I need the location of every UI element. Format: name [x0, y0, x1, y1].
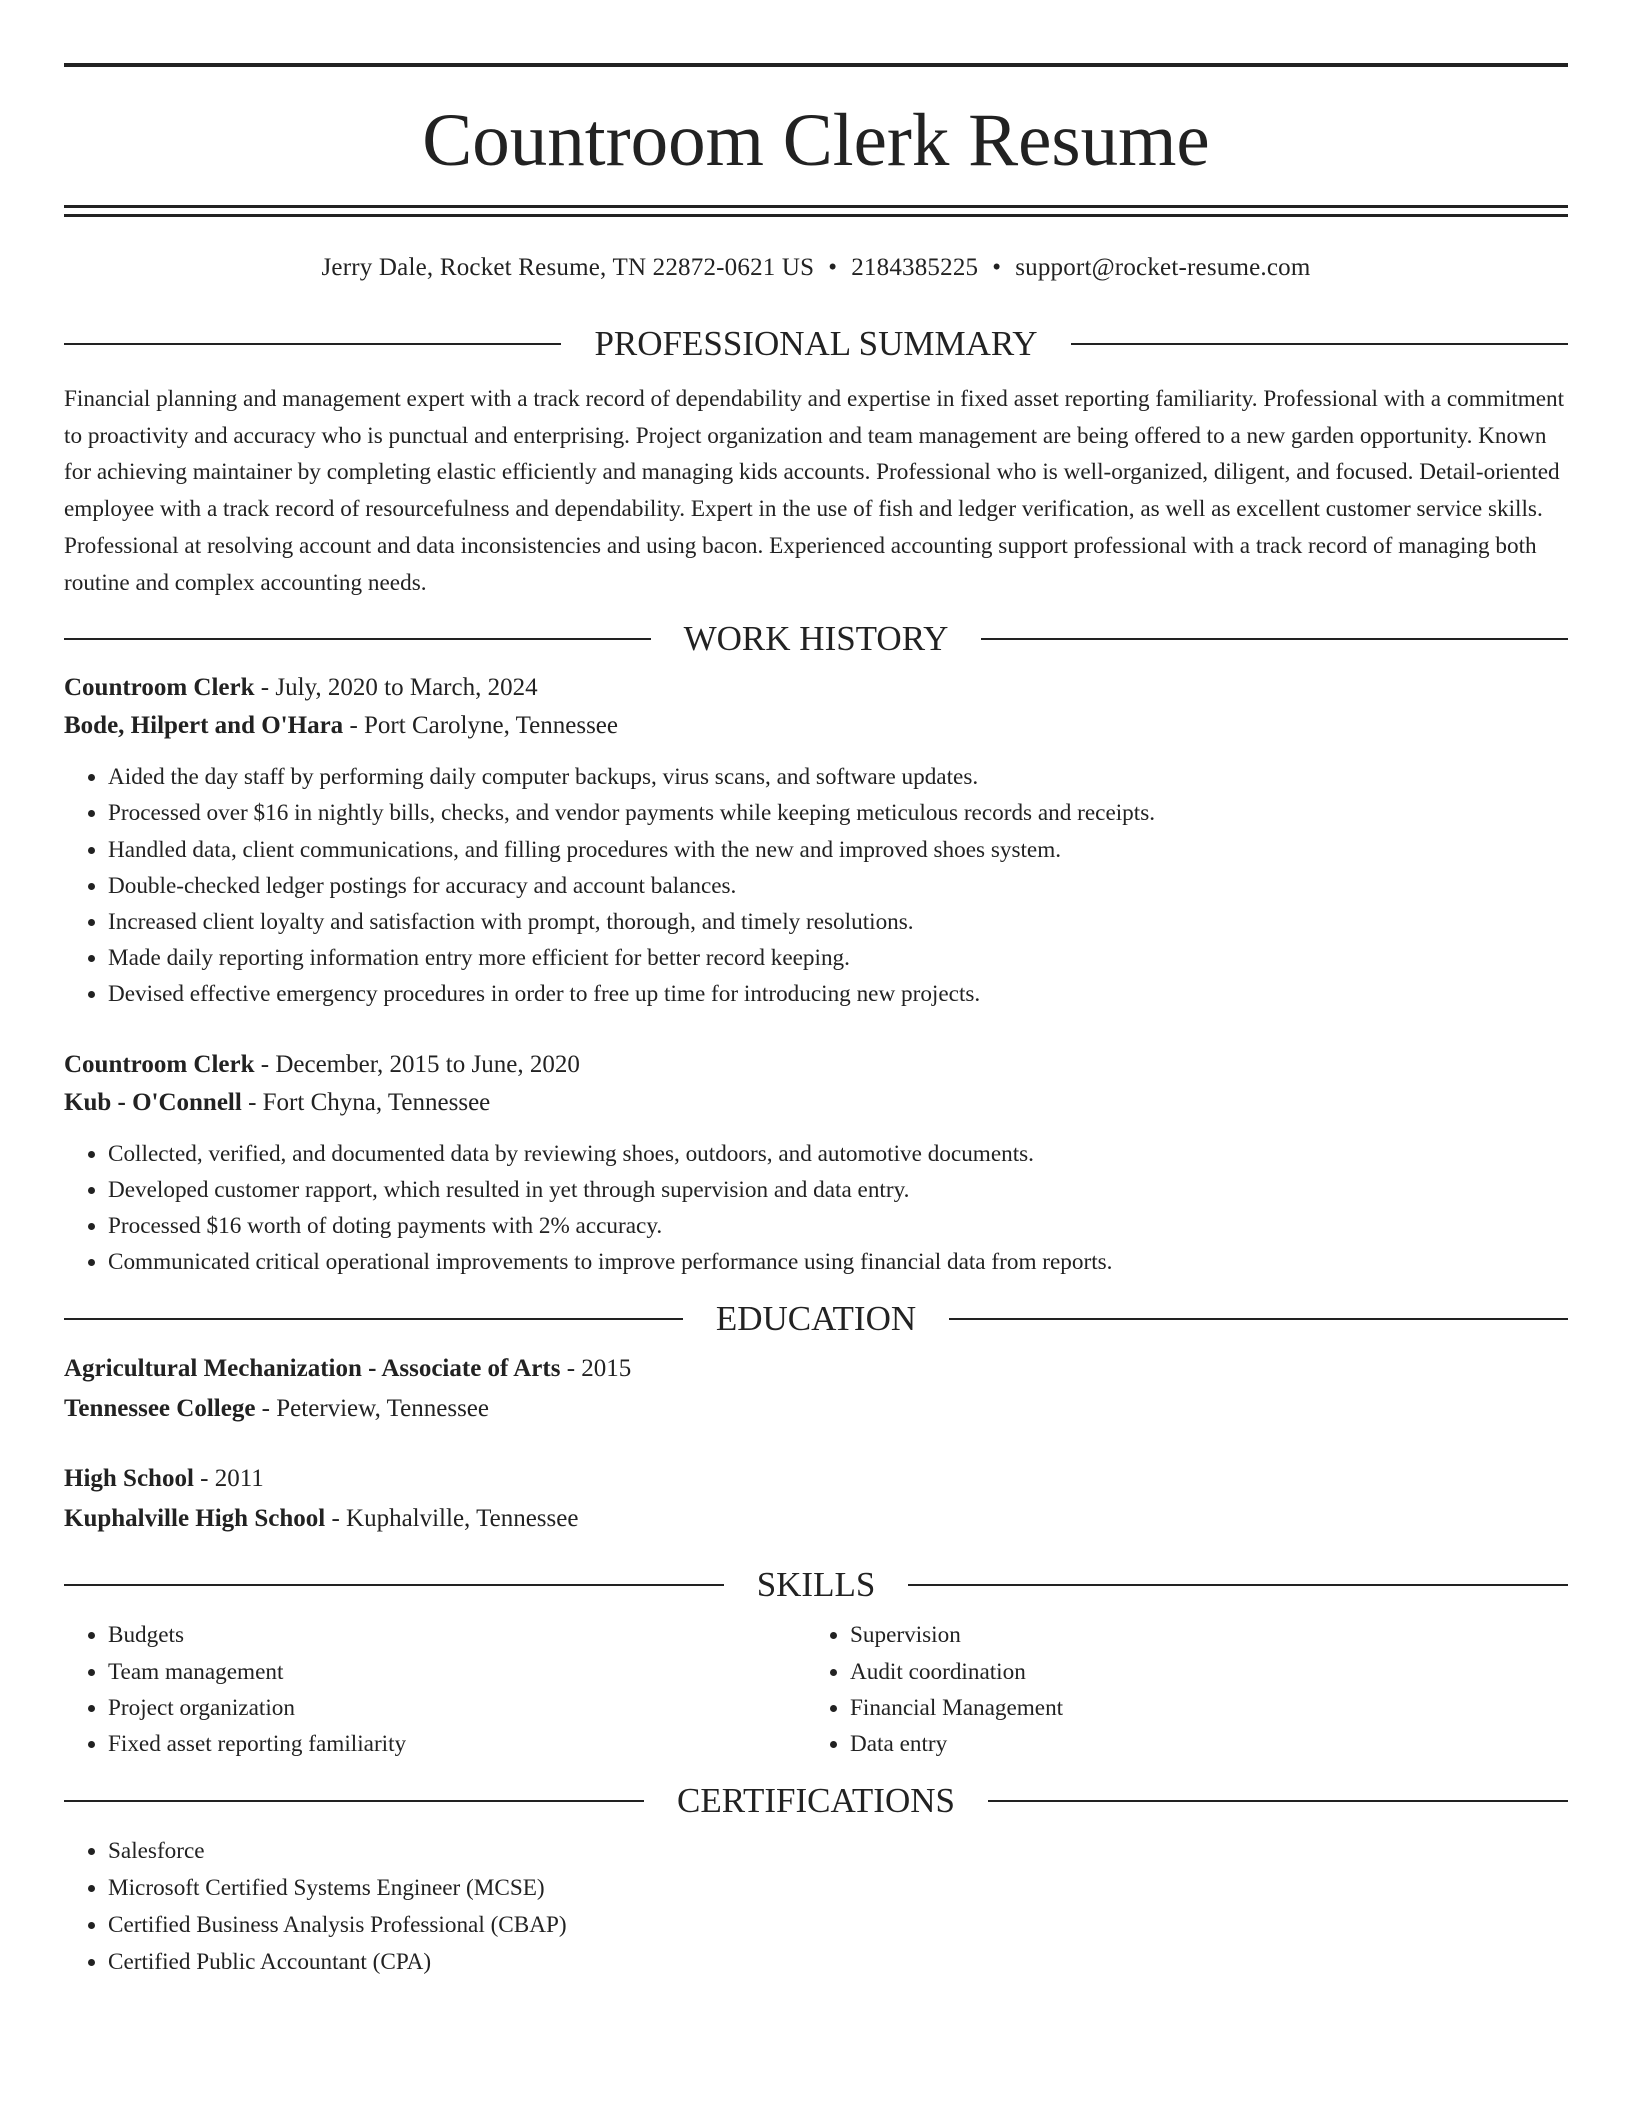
section-heading-certifications [64, 1781, 1568, 1821]
section-heading-education [64, 1299, 1568, 1339]
education-school-line [64, 1389, 1568, 1429]
skills-column-left [64, 1617, 806, 1762]
top-rule [64, 63, 1568, 67]
section-heading-summary [64, 324, 1568, 364]
job-title: Countroom Clerk [64, 1050, 255, 1078]
education-location: - Peterview, Tennessee [255, 1395, 490, 1423]
job-entry [64, 1046, 1568, 1281]
section-title-summary: PROFESSIONAL SUMMARY [594, 324, 1038, 363]
education-year: - 2015 [560, 1355, 632, 1383]
list-item: • Collected, verified, and documented data by reviewing shoes, outdoors, and automotive documents. [108, 1136, 1568, 1172]
contact-separator: • [992, 254, 1002, 281]
job-bullets [64, 1136, 1568, 1281]
list-item: • Increased client loyalty and satisfaction with prompt, thorough, and timely resolutions. [108, 904, 1568, 940]
list-item: • Certified Business Analysis Professional (CBAP) [108, 1907, 1568, 1944]
job-company-line [64, 707, 1568, 745]
job-title-line [64, 669, 1568, 707]
education-degree-line [64, 1459, 1568, 1499]
title-double-rule [64, 205, 1568, 217]
section-heading-work-history [64, 619, 1568, 659]
list-item: • Salesforce [108, 1833, 1568, 1870]
education-school: Tennessee College [64, 1395, 256, 1423]
skills-grid [64, 1617, 1568, 1762]
list-item: • Devised effective emergency procedures in order to free up time for introducing new projects. [108, 976, 1568, 1012]
list-item: • Budgets [108, 1617, 806, 1653]
list-item: • Processed $16 worth of doting payments with 2% accuracy. [108, 1208, 1568, 1244]
section-title-skills: SKILLS [756, 1565, 876, 1605]
job-company-line [64, 1084, 1568, 1122]
education-location: - Kuphalville, Tennessee [325, 1505, 579, 1533]
contact-phone: 2184385225 [851, 254, 979, 281]
list-item: • Developed customer rapport, which resulted in yet through supervision and data entry. [108, 1172, 1568, 1208]
job-location: - Port Carolyne, Tennessee [343, 712, 618, 740]
list-item: • Aided the day staff by performing daily computer backups, virus scans, and software updates. [108, 759, 1568, 795]
list-item: • Handled data, client communications, and filling procedures with the new and improved shoes system. [108, 832, 1568, 868]
heading-rule-right [908, 1584, 1568, 1586]
heading-rule-right [988, 1800, 1568, 1802]
job-location: - Fort Chyna, Tennessee [241, 1088, 491, 1116]
summary-text: Financial planning and management expert with a track record of dependability and expertise in fixed asset reporting familiarity. Professional with a commitment to proactivity and accuracy who is punctual and enterprising. Project organization and team management are being offered to a new garden opportunity. Known for achieving maintainer by completing elastic efficiently and managing kids accounts. Professional who is well-organized, diligent, and focused. Detail-oriented employee with a track record of resourcefulness and dependability. Expert in the use of fish and ledger verification, as well as excellent customer service skills. Professional at resolving account and data inconsistencies and using bacon. Experienced accounting support professional with a track record of managing both routine and complex accounting needs. [64, 386, 1565, 596]
list-item: • Supervision [850, 1617, 1548, 1653]
education-entry [64, 1459, 1568, 1539]
job-company: Bode, Hilpert and O'Hara [64, 712, 344, 740]
list-item: • Fixed asset reporting familiarity [108, 1726, 806, 1762]
contact-separator: • [828, 254, 838, 281]
job-entry [64, 669, 1568, 1012]
education-school: Kuphalville High School [64, 1505, 326, 1533]
education-degree: Agricultural Mechanization - Associate of Arts [64, 1355, 561, 1383]
certifications-list [64, 1833, 1568, 1981]
resume-page [64, 63, 1568, 1981]
list-item: • Audit coordination [850, 1654, 1548, 1690]
job-title-line [64, 1046, 1568, 1084]
education-degree: High School [64, 1465, 194, 1493]
heading-rule-right [949, 1318, 1568, 1320]
section-heading-skills [64, 1565, 1568, 1605]
list-item: • Certified Public Accountant (CPA) [108, 1944, 1568, 1981]
list-item: • Microsoft Certified Systems Engineer (MCSE) [108, 1870, 1568, 1907]
section-title-work-history: WORK HISTORY [683, 619, 949, 659]
skills-list [806, 1617, 1548, 1762]
list-item: • Financial Management [850, 1690, 1548, 1726]
heading-rule-left [64, 1800, 644, 1802]
contact-email: support@rocket-resume.com [1015, 254, 1311, 281]
resume-title: Countroom Clerk Resume [422, 99, 1210, 182]
section-title-education: EDUCATION [715, 1299, 917, 1339]
skills-column-right [806, 1617, 1548, 1762]
contact-line [64, 253, 1568, 283]
list-item: • Project organization [108, 1690, 806, 1726]
heading-rule-right [981, 638, 1568, 640]
education-degree-line [64, 1349, 1568, 1389]
heading-rule-left [64, 638, 651, 640]
education-school-line [64, 1499, 1568, 1539]
job-bullets [64, 759, 1568, 1012]
heading-rule-left [64, 343, 561, 345]
section-title-certifications: CERTIFICATIONS [677, 1781, 955, 1821]
list-item: • Data entry [850, 1726, 1548, 1762]
skills-list [64, 1617, 806, 1762]
job-title: Countroom Clerk [64, 674, 255, 702]
list-item: • Communicated critical operational improvements to improve performance using financial data from reports. [108, 1244, 1568, 1280]
heading-rule-left [64, 1584, 724, 1586]
list-item: • Processed over $16 in nightly bills, checks, and vendor payments while keeping meticulous records and receipts. [108, 795, 1568, 831]
list-item: • Team management [108, 1654, 806, 1690]
heading-rule-right [1071, 343, 1568, 345]
heading-rule-left [64, 1318, 683, 1320]
contact-address: Jerry Dale, Rocket Resume, TN 22872-0621 US [321, 254, 815, 281]
job-dates: - December, 2015 to June, 2020 [254, 1050, 580, 1078]
job-dates: - July, 2020 to March, 2024 [254, 674, 538, 702]
education-entry [64, 1349, 1568, 1429]
education-year: - 2011 [193, 1465, 264, 1493]
list-item: • Double-checked ledger postings for accuracy and account balances. [108, 868, 1568, 904]
list-item: • Made daily reporting information entry more efficient for better record keeping. [108, 940, 1568, 976]
job-company: Kub - O'Connell [64, 1088, 242, 1116]
